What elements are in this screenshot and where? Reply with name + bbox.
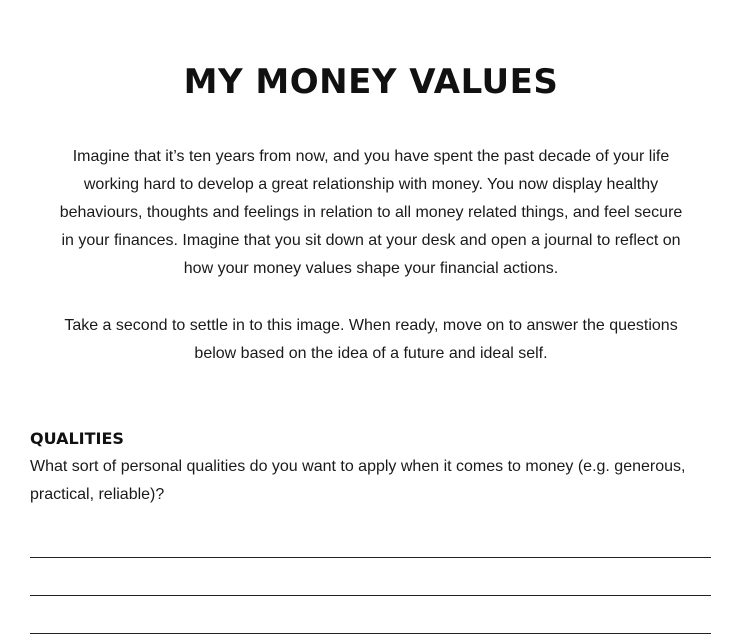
answer-line[interactable] bbox=[30, 595, 711, 596]
intro-paragraph-imagine: Imagine that it’s ten years from now, and you have spent the past decade of your life working hard to develop a great relationship with money. You now display healthy behaviours, thoughts and feelings in relation to all money related things, and feel secure in your finances. Imagine that you sit down at your desk and open a journal to reflect on how your money values shape your financial actions. bbox=[59, 148, 683, 277]
intro-paragraph-settle: Take a second to settle in to this image. When ready, move on to answer the questions below based on the idea of a future and ideal self. bbox=[64, 317, 678, 362]
answer-line[interactable] bbox=[30, 633, 711, 634]
question-qualities: What sort of personal qualities do you want to apply when it comes to money (e.g. generous, practical, reliable)? bbox=[30, 458, 686, 503]
answer-line[interactable] bbox=[30, 557, 711, 558]
section-heading-qualities: QUALITIES bbox=[30, 429, 124, 448]
page-title: MY MONEY VALUES bbox=[183, 62, 559, 102]
